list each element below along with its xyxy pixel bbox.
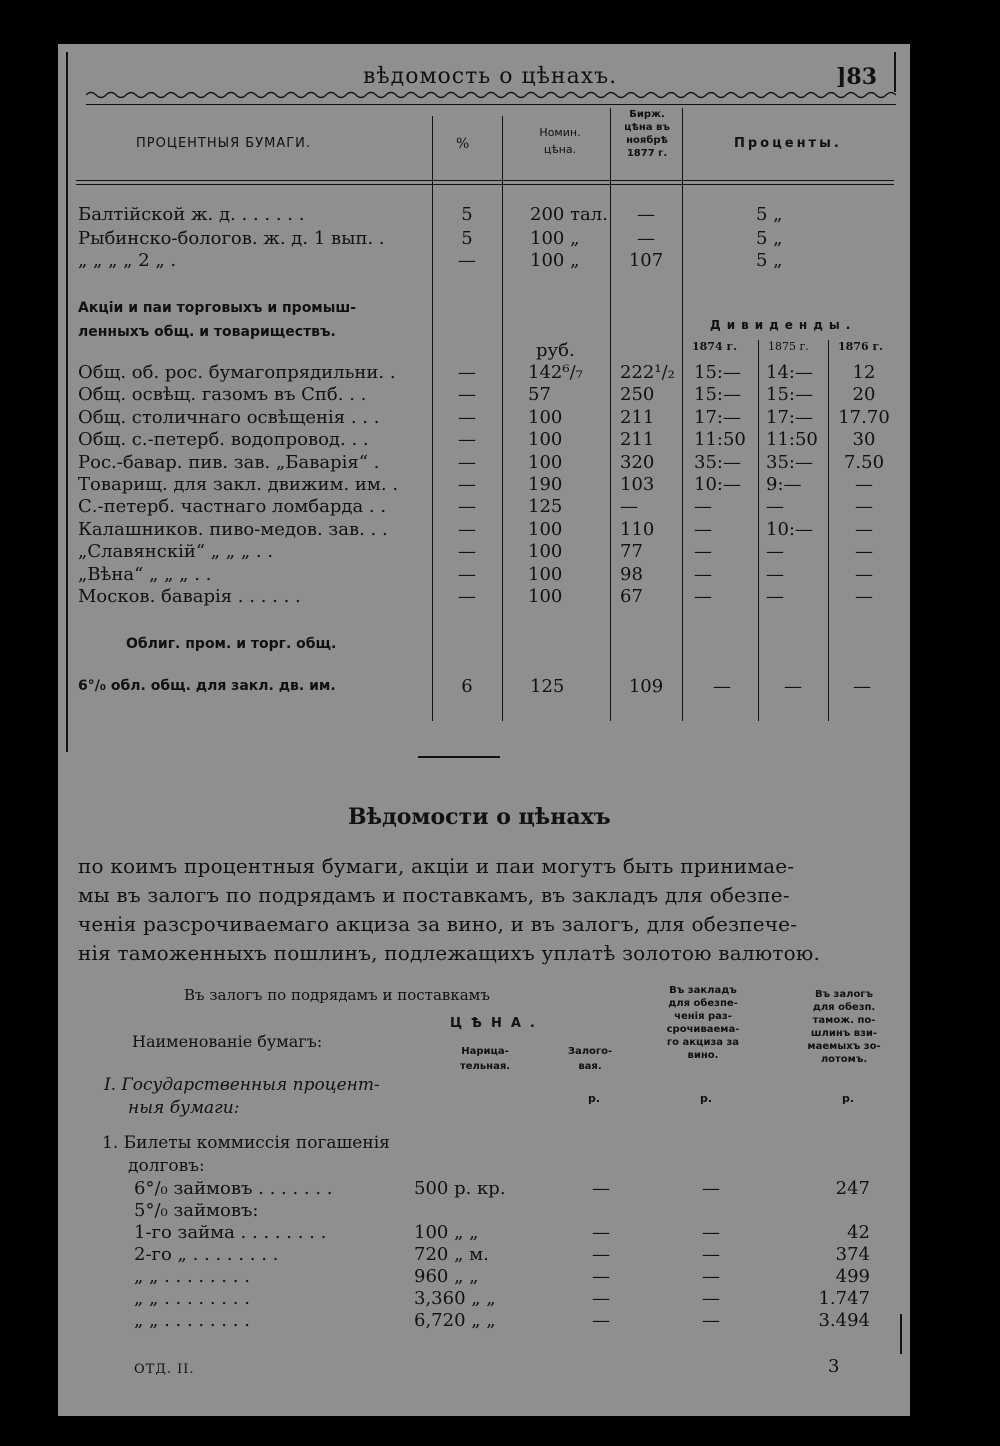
header-rule (86, 104, 896, 105)
table-cell: — (592, 1178, 610, 1199)
table-cell: — (592, 1222, 610, 1243)
table-row-label: Балтійской ж. д. . . . . . . (78, 204, 305, 225)
table-cell: — (637, 204, 655, 225)
table-cell: 100 „ (530, 250, 580, 271)
table-cell: 17:— (766, 407, 813, 428)
table-row-label: „Славянскій“ „ „ „ . . (78, 541, 274, 562)
table-row-label: Общ. об. рос. бумагопрядильни. . (78, 362, 396, 383)
table-row-label: „Вѣна“ „ „ „ . . (78, 564, 212, 585)
col-header-exchange-price: Бирж. цѣна въ ноябрѣ 1877 г. (624, 109, 670, 159)
table-cell: — (855, 541, 873, 562)
col-header-percent: % (456, 136, 470, 152)
table-row-label: Рос.-бавар. пив. зав. „Баварія“ . (78, 452, 380, 473)
table-cell: 5 (461, 204, 473, 225)
table-cell: 142⁶/₇ (528, 362, 583, 383)
table-row-label: 5°/₀ займовъ: (134, 1200, 259, 1221)
table-cell: 125 (528, 496, 563, 517)
table-cell: — (694, 496, 712, 517)
col-header-nominal-price: Нарица- тельная. (459, 1046, 511, 1072)
table-cell: 14:— (766, 362, 813, 383)
table-cell: — (458, 362, 476, 383)
table-cell: 12 (852, 362, 876, 383)
table1-header-rule-2 (76, 184, 894, 185)
table-cell: 7.50 (843, 452, 885, 473)
table-cell: 6 (461, 676, 473, 697)
table-cell: 67 (620, 586, 643, 607)
unit-excise: р. (700, 1092, 713, 1105)
table-cell: 107 (628, 250, 664, 271)
table-cell: 211 (620, 407, 655, 428)
table-cell: 5 „ (756, 204, 783, 225)
table-cell: 35:— (694, 452, 741, 473)
table-cell: 77 (620, 541, 643, 562)
table1-col-line-2 (502, 116, 503, 721)
table-cell: — (694, 519, 712, 540)
table-row-label: 6°/₀ обл. общ. для закл. дв. им. (78, 678, 336, 694)
table-row-label: Рыбинско-бологов. ж. д. 1 вып. . (78, 228, 385, 249)
dividend-year-1875: 1875 г. (768, 340, 809, 353)
table-cell: 211 (620, 429, 655, 450)
col-header-pledge-price: Залого- вая. (567, 1046, 613, 1072)
table-cell: 100 (528, 452, 563, 473)
table-cell: 30 (852, 429, 876, 450)
table-cell: — (702, 1266, 720, 1287)
table-cell: 500 р. кр. (414, 1178, 506, 1199)
table-cell: 15:— (766, 384, 813, 405)
table-cell: 125 (530, 676, 565, 697)
table-cell: — (458, 250, 476, 271)
table-cell: 100 (528, 541, 563, 562)
table-cell: — (458, 496, 476, 517)
table1-col-line-4 (682, 108, 683, 721)
section-title: Вѣдомости о цѣнахъ (348, 804, 611, 830)
table-row-label: „ „ . . . . . . . . (134, 1288, 250, 1309)
table-cell: 17:— (694, 407, 741, 428)
table-cell: — (458, 519, 476, 540)
table-row-label: 6°/₀ займовъ . . . . . . . (134, 1178, 333, 1199)
table-row-label: „ „ . . . . . . . . (134, 1266, 250, 1287)
table-cell: 100 (528, 586, 563, 607)
dividend-year-1874: 1874 г. (692, 340, 738, 353)
table-cell: — (458, 586, 476, 607)
col-header-pledge: Въ залогъ по подрядамъ и поставкамъ (184, 986, 490, 1004)
footer-page: 3 (828, 1356, 840, 1377)
table-cell: — (458, 407, 476, 428)
col-header-name: Наименованіе бумагъ: (132, 1032, 323, 1051)
table-cell: — (702, 1178, 720, 1199)
table-cell: 100 (528, 519, 563, 540)
table1-header-rule-1 (76, 180, 894, 181)
currency-label: руб. (536, 340, 575, 361)
table-cell: — (637, 228, 655, 249)
table-cell: 5 „ (756, 228, 783, 249)
table-cell: 15:— (694, 384, 741, 405)
table-cell: 57 (528, 384, 551, 405)
table-row-label: „ „ . . . . . . . . (134, 1310, 250, 1331)
footer-section: ОТД. II. (134, 1362, 195, 1377)
table-cell: 247 (835, 1178, 870, 1199)
table-row-label: Москов. баварія . . . . . . (78, 586, 301, 607)
header-ornament-rule (86, 90, 896, 100)
right-border-bottom (900, 1314, 902, 1354)
table-cell: — (620, 496, 638, 517)
table-cell: 109 (628, 676, 664, 697)
table-cell: 720 „ м. (414, 1244, 489, 1265)
table-cell: 960 „ „ (414, 1266, 479, 1287)
table-cell: — (694, 564, 712, 585)
table-cell: 11:50 (766, 429, 818, 450)
col-header-price: ЦѢНА. (450, 1016, 544, 1031)
table-row-label: 2-го „ . . . . . . . . (134, 1244, 279, 1265)
table-cell: — (702, 1222, 720, 1243)
table1-col-line-5 (758, 340, 759, 721)
table-cell: 9:— (766, 474, 802, 495)
table-row-label: Калашников. пиво-медов. зав. . . (78, 519, 388, 540)
table-cell: 11:50 (694, 429, 746, 450)
col-header-customs: Въ залогъ для обезп. тамож. по- шлинъ взи- маемыхъ зо- лотомъ. (807, 989, 881, 1065)
table-cell: — (702, 1288, 720, 1309)
table-cell: 17.70 (838, 407, 890, 428)
table-cell: — (766, 564, 784, 585)
dividends-header: Дивиденды. (710, 318, 857, 332)
table-row-label: „ „ „ „ 2 „ . (78, 250, 177, 271)
table-cell: — (713, 676, 731, 697)
table-cell: 222¹/₂ (620, 362, 675, 383)
table-cell: 250 (620, 384, 655, 405)
table-cell: — (592, 1310, 610, 1331)
table-cell: — (853, 676, 871, 697)
table-cell: 3.494 (818, 1310, 870, 1331)
section-separator (418, 756, 500, 758)
table-cell: — (458, 474, 476, 495)
table1-col-line-3 (610, 108, 611, 721)
table-cell: — (592, 1244, 610, 1265)
table-cell: 1.747 (818, 1288, 870, 1309)
table-cell: — (766, 541, 784, 562)
table-cell: 5 (461, 228, 473, 249)
table-cell: — (592, 1266, 610, 1287)
table-row-label: Общ. освѣщ. газомъ въ Спб. . . (78, 384, 367, 405)
table-cell: — (855, 586, 873, 607)
table-cell: 374 (835, 1244, 870, 1265)
table-cell: — (784, 676, 802, 697)
col-header-papers: ПРОЦЕНТНЫЯ БУМАГИ. (136, 136, 312, 151)
table-cell: 110 (620, 519, 655, 540)
table-cell: 35:— (766, 452, 813, 473)
table-cell: 42 (847, 1222, 870, 1243)
table-cell: 100 „ (530, 228, 580, 249)
table-row-label: Общ. столичнаго освѣщенія . . . (78, 407, 380, 428)
table-cell: 100 (528, 564, 563, 585)
table-cell: 320 (620, 452, 655, 473)
table-cell: 100 (528, 429, 563, 450)
table-cell: — (458, 564, 476, 585)
table-cell: — (855, 519, 873, 540)
table-cell: 15:— (694, 362, 741, 383)
table-cell: 10:— (766, 519, 813, 540)
table-cell: — (855, 474, 873, 495)
table-cell: 499 (835, 1266, 870, 1287)
table-cell: — (702, 1310, 720, 1331)
page (58, 44, 910, 1416)
col-header-interest: Проценты. (734, 136, 842, 151)
table-cell: — (855, 564, 873, 585)
table-row-label: Товарищ. для закл. движим. им. . (78, 474, 399, 495)
table-cell: 6,720 „ „ (414, 1310, 496, 1331)
table-cell: — (458, 452, 476, 473)
table-cell: — (694, 541, 712, 562)
table-cell: 190 (528, 474, 563, 495)
col-header-nominal: Номин. цѣна. (539, 126, 581, 156)
table-cell: 3,360 „ „ (414, 1288, 496, 1309)
left-border (66, 52, 68, 752)
table1-col-line-6 (828, 340, 829, 721)
table-cell: — (855, 496, 873, 517)
table-cell: — (694, 586, 712, 607)
col-header-excise: Въ закладъ для обезпе- ченія раз- срочиваема- го акциза за вино. (666, 985, 740, 1061)
table-row-label: 1-го займа . . . . . . . . (134, 1222, 327, 1243)
page-number: ]83 (836, 64, 878, 90)
table-cell: — (702, 1244, 720, 1265)
table-cell: — (458, 541, 476, 562)
table-cell: 100 „ „ (414, 1222, 479, 1243)
table-row-label: С.-петерб. частнаго ломбарда . . (78, 496, 387, 517)
table-cell: 5 „ (756, 250, 783, 271)
running-header: вѣдомость о цѣнахъ. (363, 64, 618, 89)
obligations-title: Облиг. пром. и торг. общ. (126, 636, 337, 652)
table-cell: 20 (852, 384, 876, 405)
table-cell: 98 (620, 564, 643, 585)
right-border (894, 52, 896, 92)
table-cell: — (766, 586, 784, 607)
table-cell: — (592, 1288, 610, 1309)
table-cell: 100 (528, 407, 563, 428)
unit-pledge: р. (588, 1092, 601, 1105)
shares-section-title: Акціи и паи торговыхъ и промыш- ленныхъ общ. и товариществъ. (78, 300, 357, 340)
item-commission-tickets: 1. Билеты коммиссія погашенія долговъ: (102, 1133, 390, 1176)
table-cell: — (766, 496, 784, 517)
group-heading-gov-papers: I. Государственныя процент- ныя бумаги: (104, 1075, 380, 1118)
table-cell: 103 (620, 474, 655, 495)
table-cell: — (458, 384, 476, 405)
unit-customs: р. (842, 1092, 855, 1105)
table-cell: — (458, 429, 476, 450)
table-cell: 10:— (694, 474, 741, 495)
table-row-label: Общ. с.-петерб. водопровод. . . (78, 429, 369, 450)
table-cell: 200 тал. (530, 204, 608, 225)
section-intro: по коимъ процентныя бумаги, акціи и паи могутъ быть принимае- мы въ залогъ по подрядамъ и поставкамъ, въ закладъ для обезпе- ченія разсрочиваемаго акциза за вино, и въ залогъ, для обезпече- нія таможенныхъ пошлинъ, подлежащихъ уплатѣ золотою валютою. (78, 854, 821, 965)
dividend-year-1876: 1876 г. (838, 340, 884, 353)
